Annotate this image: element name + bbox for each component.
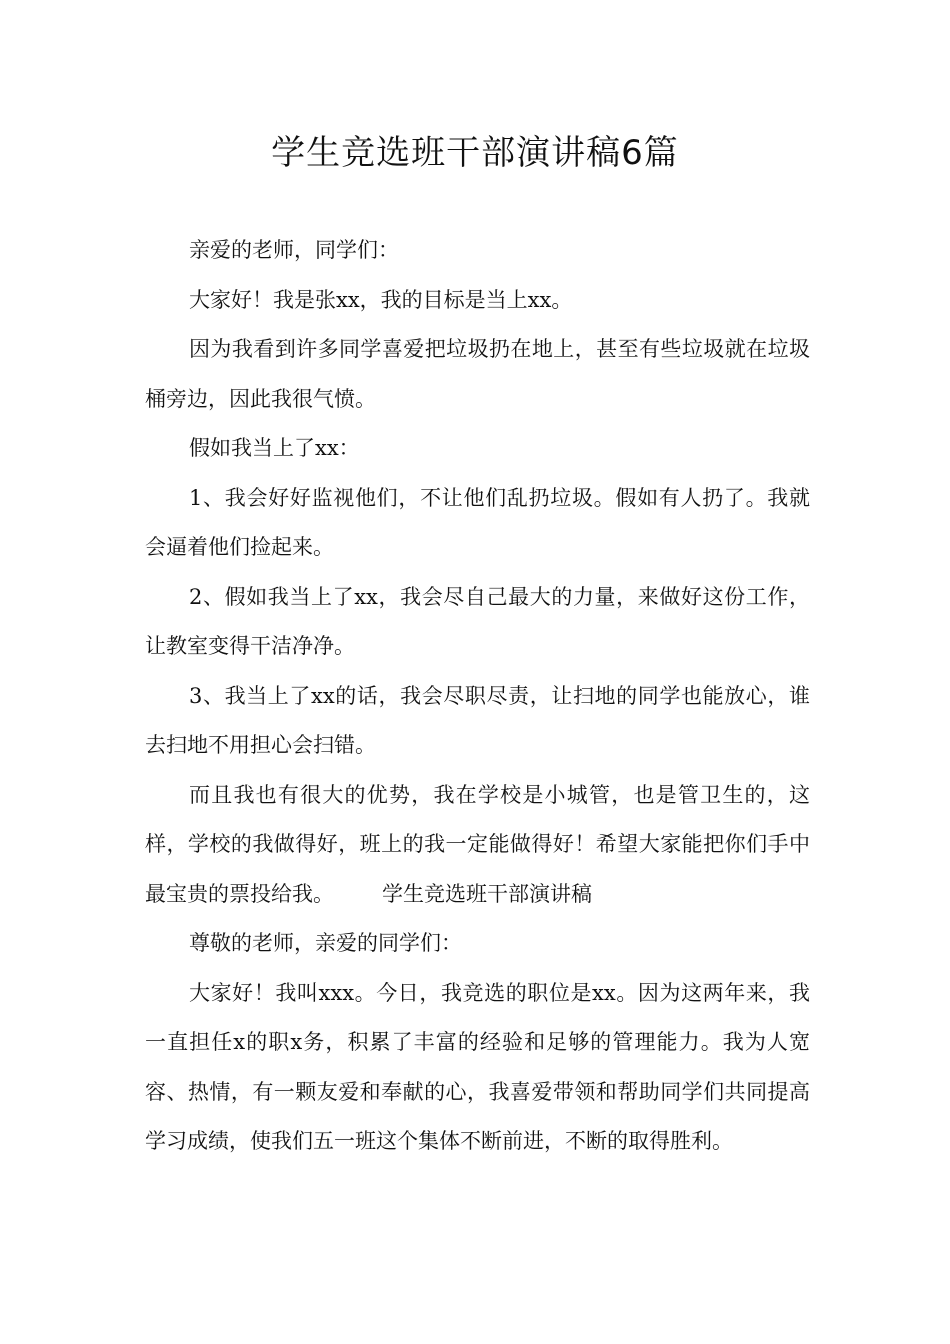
paragraph-advantage [145, 771, 810, 920]
paragraph-point-1: 1、我会好好监视他们，不让他们乱扔垃圾。假如有人扔了。我就会逼着他们捡起来。 [145, 485, 810, 559]
paragraph-advantage-text: 而且我也有很大的优势，我在学校是小城管，也是管卫生的，这样，学校的我做得好，班上的我一定能做得好！希望大家能把你们手中最宝贵的票投给我。 [145, 782, 810, 906]
inline-section-heading: 学生竞选班干部演讲稿 [382, 881, 592, 906]
document-title: 学生竞选班干部演讲稿6篇 [271, 133, 679, 173]
paragraph-intro: 大家好！我是张xx，我的目标是当上xx。 [189, 287, 573, 312]
paragraph-reason: 因为我看到许多同学喜爱把垃圾扔在地上，甚至有些垃圾就在垃圾桶旁边，因此我很气愤。 [145, 337, 810, 411]
paragraph-point-2: 2、假如我当上了xx，我会尽自己最大的力量，来做好这份工作，让教室变得干洁净净。 [145, 584, 810, 658]
paragraph-point-3: 3、我当上了xx的话，我会尽职尽责，让扫地的同学也能放心，谁去扫地不用担心会扫错。 [145, 683, 810, 757]
paragraph-greeting-2: 尊敬的老师，亲爱的同学们： [189, 931, 462, 955]
document-body [145, 226, 810, 1167]
paragraph-greeting: 亲爱的老师，同学们： [189, 238, 399, 262]
paragraph-intro-2: 大家好！我叫xxx。今日，我竞选的职位是xx。因为这两年来，我一直担任x的职x务，积累了丰富的经验和足够的管理能力。我为人宽容、热情，有一颗友爱和奉献的心，我喜爱带领和帮助同学们共同提高学习成绩，使我们五一班这个集体不断前进，不断的取得胜利。 [145, 980, 810, 1153]
paragraph-if-elected: 假如我当上了xx： [189, 436, 360, 460]
